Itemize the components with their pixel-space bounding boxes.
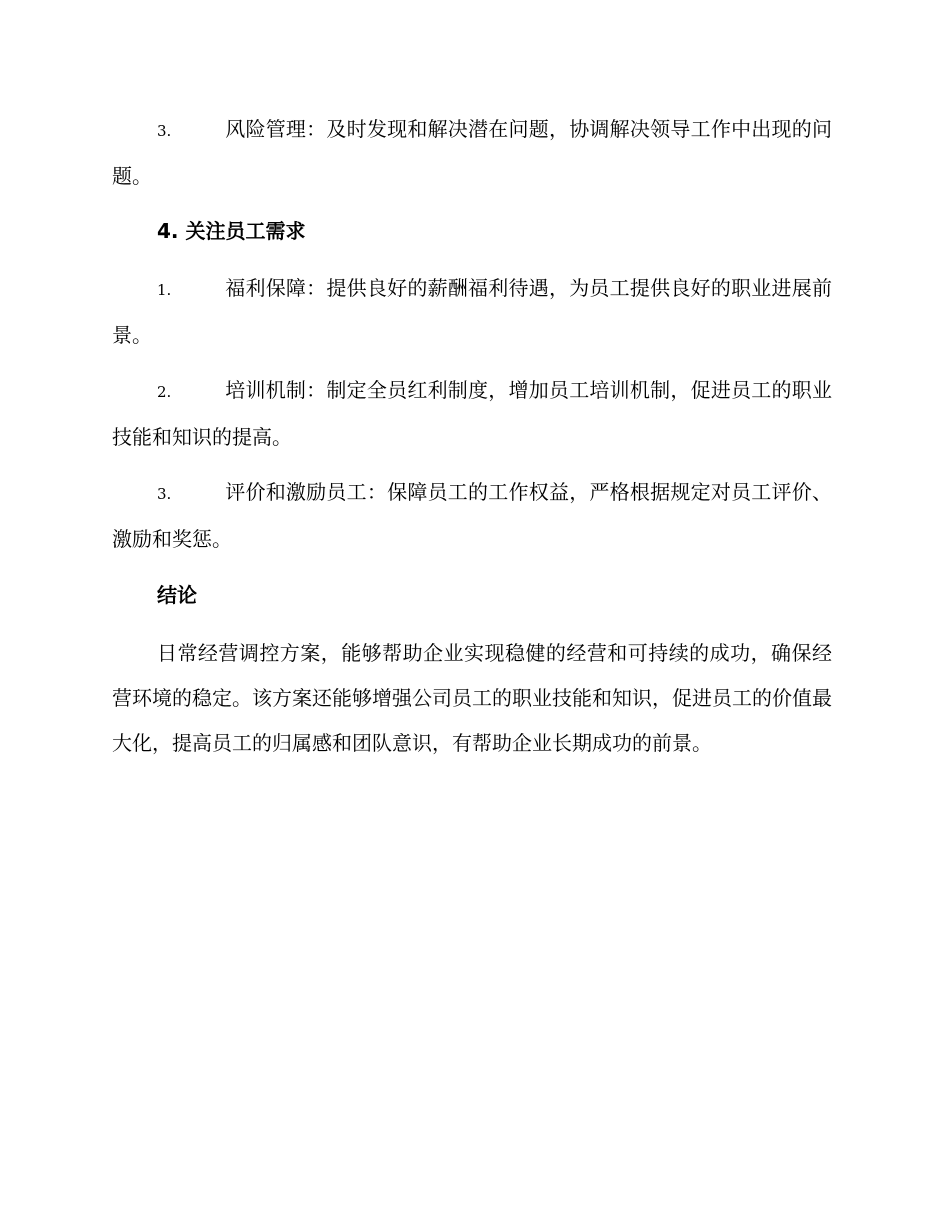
list-number: 2. xyxy=(157,383,172,401)
list-item-text: 评价和激励员工：保障员工的工作权益，严格根据规定对员工评价、激励和奖惩。 xyxy=(112,480,832,551)
list-number: 1. xyxy=(157,281,172,299)
list-item-risk-management xyxy=(112,107,832,199)
section-heading-employee-needs: 4. 关注员工需求 xyxy=(157,219,306,243)
conclusion-paragraph: 日常经营调控方案，能够帮助企业实现稳健的经营和可持续的成功，确保经营环境的稳定。该方案还能够增强公司员工的职业技能和知识，促进员工的价值最大化，提高员工的归属感和团队意识，有帮助企业长期成功的前景。 xyxy=(112,641,832,755)
list-item-evaluation xyxy=(112,470,832,562)
list-item-text: 风险管理：及时发现和解决潜在问题，协调解决领导工作中出现的问题。 xyxy=(112,117,832,188)
list-item-text: 培训机制：制定全员红利制度，增加员工培训机制，促进员工的职业技能和知识的提高。 xyxy=(112,378,832,449)
list-item-text: 福利保障：提供良好的薪酬福利待遇，为员工提供良好的职业进展前景。 xyxy=(112,276,832,347)
section-heading-conclusion: 结论 xyxy=(157,583,197,607)
list-number: 3. xyxy=(157,122,172,140)
list-item-welfare xyxy=(112,266,832,358)
list-number: 3. xyxy=(157,485,172,503)
list-item-training xyxy=(112,368,832,460)
